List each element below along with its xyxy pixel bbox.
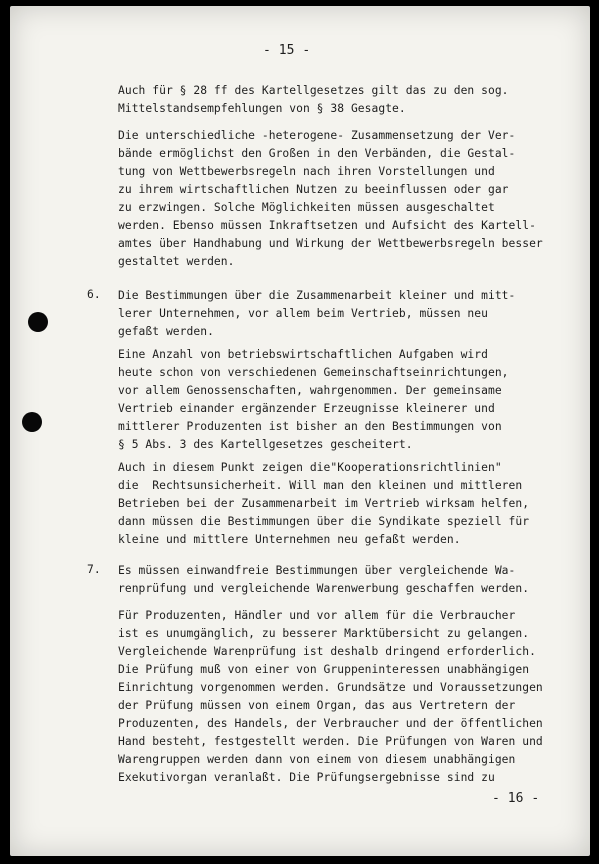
- text-line: Betrieben bei der Zusammenarbeit im Vertrieb wirksam helfen,: [118, 497, 530, 510]
- text-line: zu erzwingen. Solche Möglichkeiten müssen ausgeschaltet: [118, 201, 495, 214]
- text-line: Auch für § 28 ff des Kartellgesetzes gilt das zu den sog.: [118, 84, 509, 97]
- text-line: Warengruppen werden dann von einem von diesem unabhängigen: [118, 753, 516, 766]
- text-line: bände ermöglichst den Großen in den Verbänden, die Gestal-: [118, 147, 516, 160]
- text-line: vor allem Genossenschaften, wahrgenommen. Der gemeinsame: [118, 384, 502, 397]
- text-line: Mittelstandsempfehlungen von § 38 Gesagte.: [118, 102, 406, 115]
- next-page-marker: - 16 -: [492, 791, 540, 806]
- text-line: Eine Anzahl von betriebswirtschaftlichen Aufgaben wird: [118, 348, 488, 361]
- text-line: mittlerer Produzenten ist bisher an den Bestimmungen von: [118, 420, 502, 433]
- text-line: lerer Unternehmen, vor allem beim Vertrieb, müssen neu: [118, 307, 488, 320]
- text-line: Vergleichende Warenprüfung ist deshalb dringend erforderlich.: [118, 645, 536, 658]
- text-line: gefaßt werden.: [118, 325, 214, 338]
- text-line: zu ihrem wirtschaftlichen Nutzen zu beeinflussen oder gar: [118, 183, 509, 196]
- page-number: - 15 -: [263, 43, 311, 58]
- text-line: kleine und mittlere Unternehmen neu gefaßt werden.: [118, 533, 461, 546]
- text-line: Auch in diesem Punkt zeigen die"Kooperationsrichtlinien": [118, 461, 502, 474]
- punch-hole-bottom: [22, 412, 42, 432]
- document-page: [10, 6, 590, 856]
- text-line: Die Bestimmungen über die Zusammenarbeit kleiner und mitt-: [118, 289, 516, 302]
- text-line: Für Produzenten, Händler und vor allem für die Verbraucher: [118, 609, 516, 622]
- text-line: heute schon von verschiedenen Gemeinschaftseinrichtungen,: [118, 366, 509, 379]
- text-line: Produzenten, des Handels, der Verbraucher und der öffentlichen: [118, 717, 543, 730]
- text-line: § 5 Abs. 3 des Kartellgesetzes gescheitert.: [118, 438, 413, 451]
- text-line: ist es unumgänglich, zu besserer Marktübersicht zu gelangen.: [118, 627, 530, 640]
- text-line: der Prüfung müssen von einem Organ, das aus Vertretern der: [118, 699, 516, 712]
- text-line: Die Prüfung muß von einer von Gruppeninteressen unabhängigen: [118, 663, 530, 676]
- text-line: Es müssen einwandfreie Bestimmungen über vergleichende Wa-: [118, 564, 516, 577]
- text-line: Vertrieb einander ergänzender Erzeugnisse kleinerer und: [118, 402, 495, 415]
- text-line: dann müssen die Bestimmungen über die Syndikate speziell für: [118, 515, 530, 528]
- text-line: amtes über Handhabung und Wirkung der Wettbewerbsregeln besser: [118, 237, 543, 250]
- text-line: gestaltet werden.: [118, 255, 235, 268]
- text-line: tung von Wettbewerbsregeln nach ihren Vorstellungen und: [118, 165, 495, 178]
- text-line: renprüfung und vergleichende Warenwerbung geschaffen werden.: [118, 582, 530, 595]
- punch-hole-top: [28, 312, 48, 332]
- item-number: 7.: [87, 563, 101, 576]
- text-line: Die unterschiedliche -heterogene- Zusammensetzung der Ver-: [118, 129, 516, 142]
- item-number: 6.: [87, 288, 101, 301]
- text-line: Hand besteht, festgestellt werden. Die Prüfungen von Waren und: [118, 735, 543, 748]
- text-line: die Rechtsunsicherheit. Will man den kleinen und mittleren: [118, 479, 523, 492]
- text-line: werden. Ebenso müssen Inkraftsetzen und Aufsicht des Kartell-: [118, 219, 536, 232]
- text-line: Exekutivorgan veranlaßt. Die Prüfungsergebnisse sind zu: [118, 771, 495, 784]
- text-line: Einrichtung vorgenommen werden. Grundsätze und Voraussetzungen: [118, 681, 543, 694]
